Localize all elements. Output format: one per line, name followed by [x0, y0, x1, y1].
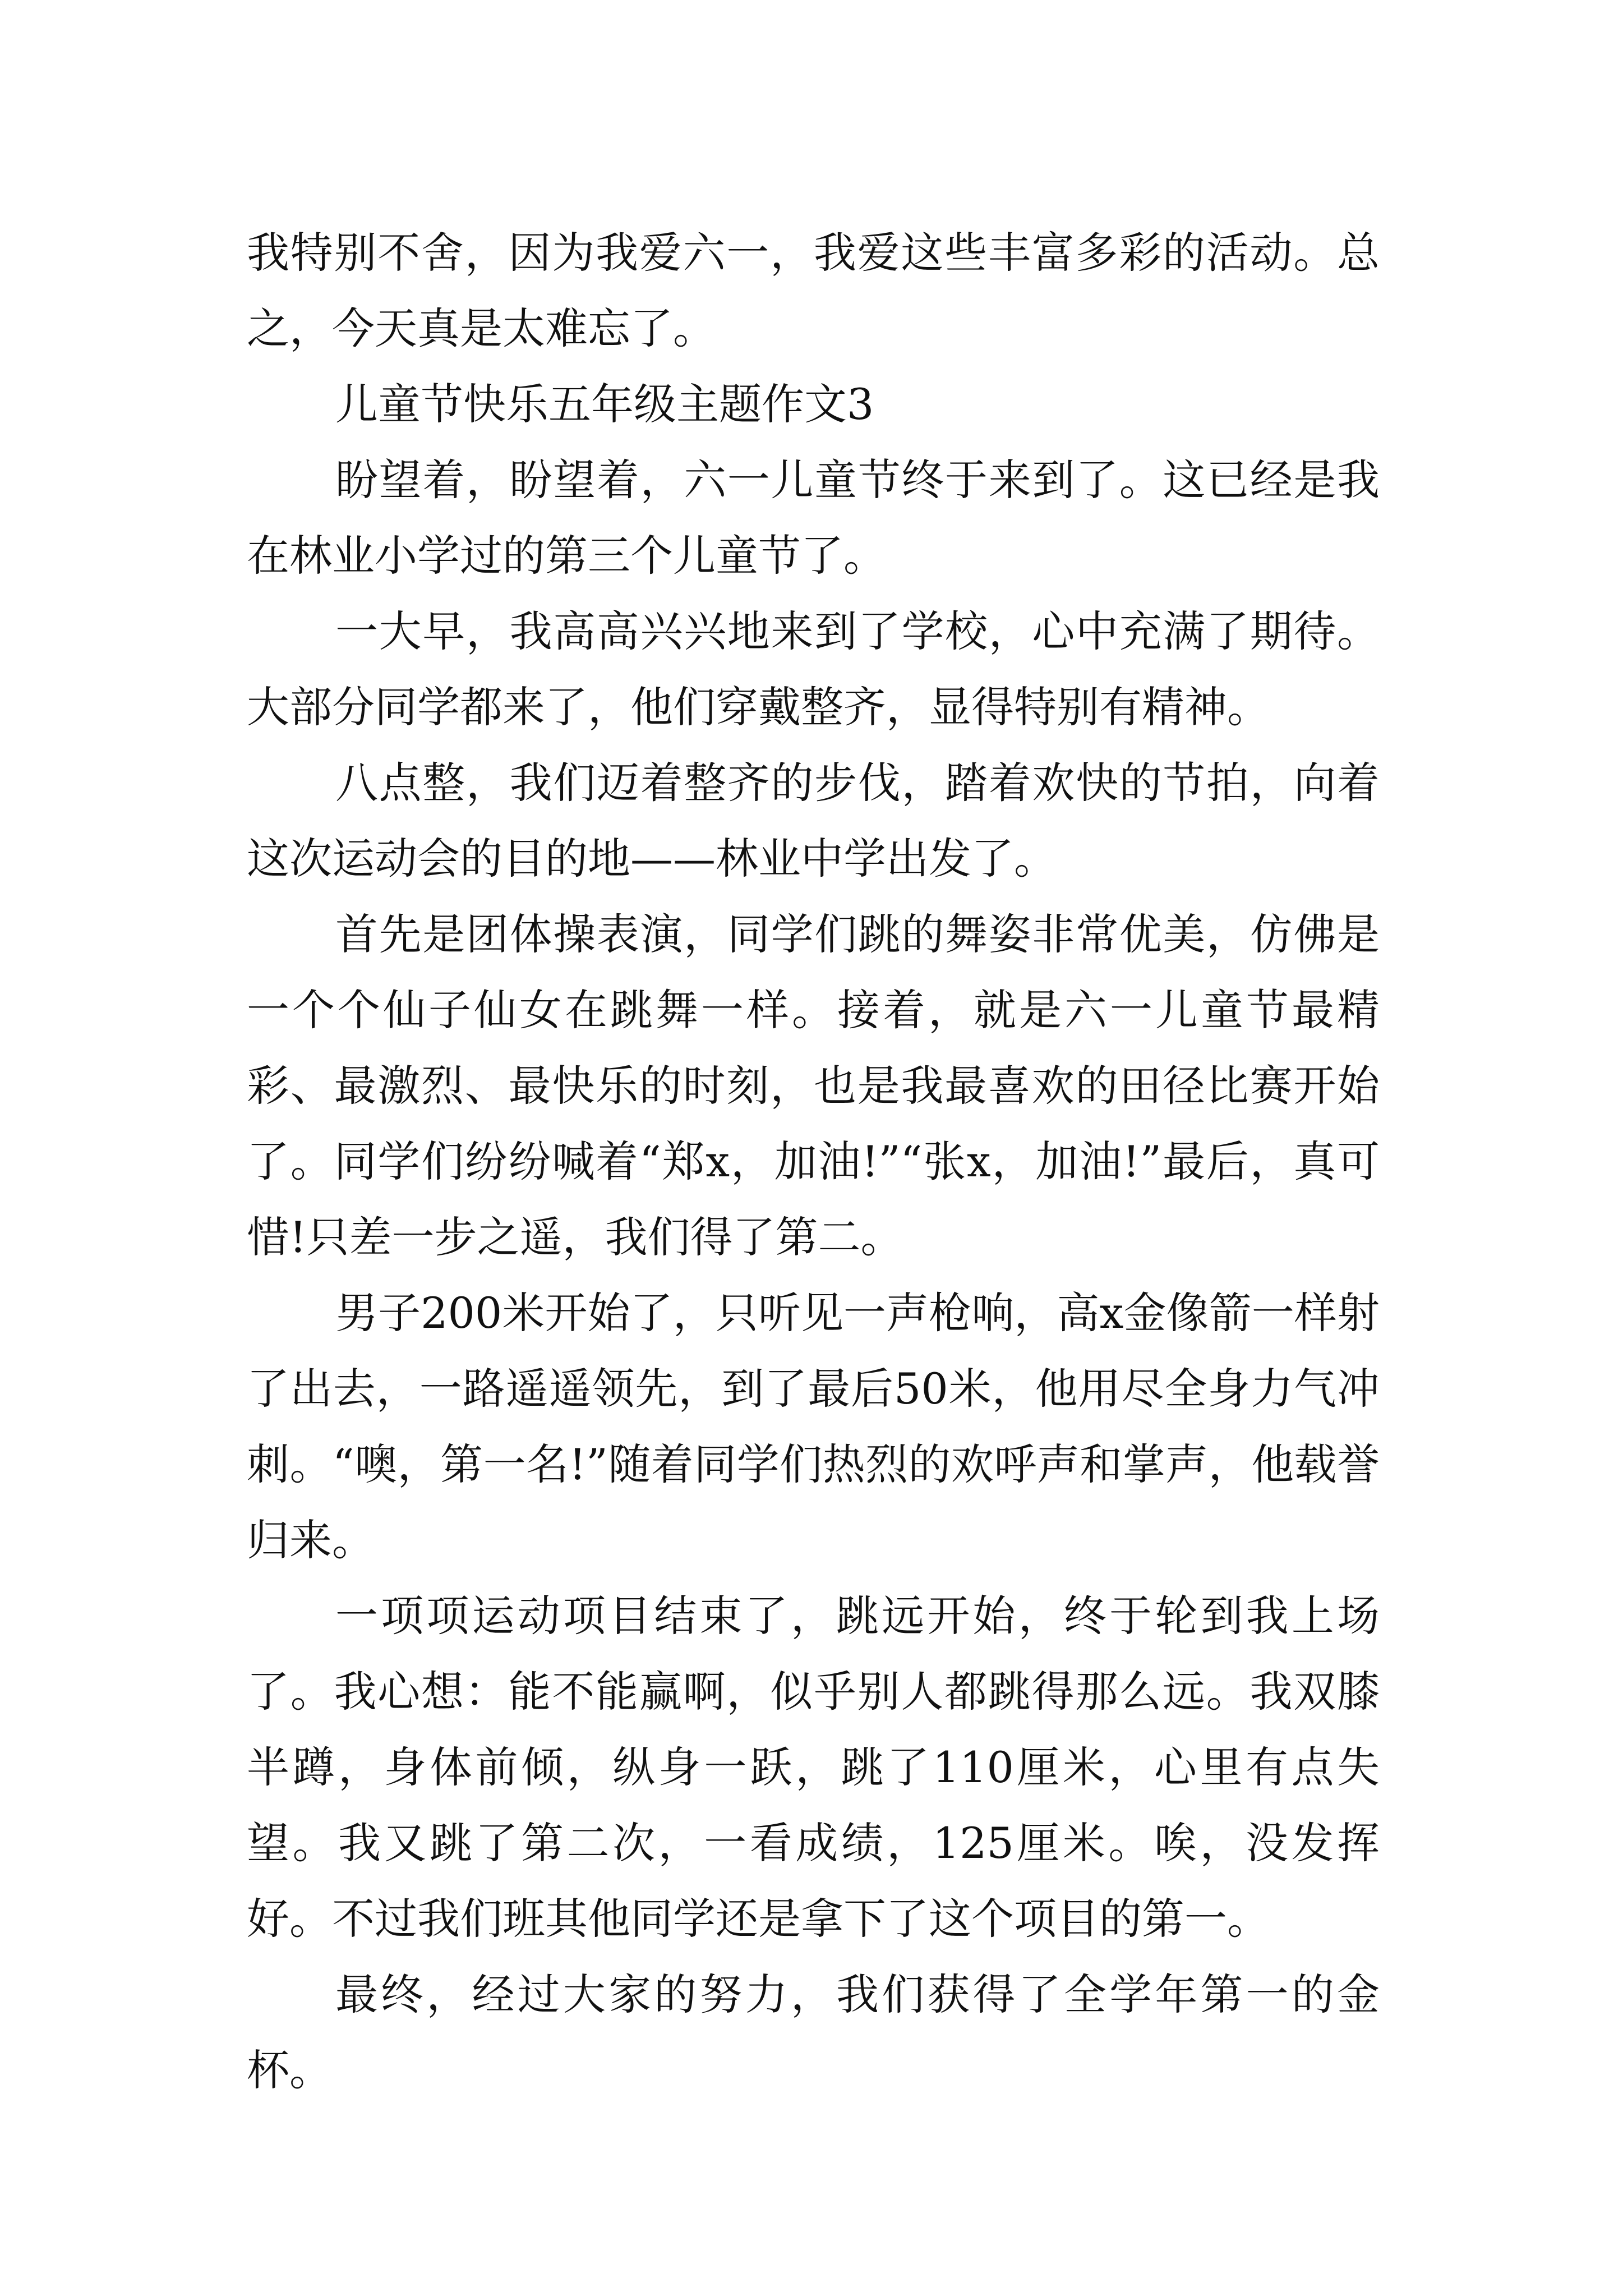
paragraph: 最终，经过大家的努力，我们获得了全学年第一的金杯。 — [247, 1970, 1380, 2095]
essay-title: 儿童节快乐五年级主题作文3 — [335, 379, 874, 429]
paragraph: 首先是团体操表演，同学们跳的舞姿非常优美，仿佛是一个个仙子仙女在跳舞一样。接着，就是六一儿童节最精彩、最激烈、最快乐的时刻，也是我最喜欢的田径比赛开始了。同学们纷纷喊着“郑x，加油!”“张x，加油!”最后，真可惜!只差一步之遥，我们得了第二。 — [247, 909, 1380, 1262]
paragraph: 一项项运动项目结束了，跳远开始，终于轮到我上场了。我心想：能不能赢啊，似乎别人都跳得那么远。我双膝半蹲，身体前倾，纵身一跃，跳了110厘米，心里有点失望。我又跳了第二次，一看成绩，125厘米。唉，没发挥好。不过我们班其他同学还是拿下了这个项目的第一。 — [247, 1591, 1380, 1944]
paragraph: 盼望着，盼望着，六一儿童节终于来到了。这已经是我在林业小学过的第三个儿童节了。 — [247, 455, 1380, 581]
paragraph: 一大早，我高高兴兴地来到了学校，心中充满了期待。大部分同学都来了，他们穿戴整齐，显得特别有精神。 — [247, 606, 1380, 732]
paragraph: 八点整，我们迈着整齐的步伐，踏着欢快的节拍，向着这次运动会的目的地——林业中学出发了。 — [247, 758, 1380, 884]
paragraph: 男子200米开始了，只听见一声枪响，高x金像箭一样射了出去，一路遥遥领先，到了最后50米，他用尽全身力气冲刺。“噢，第一名!”随着同学们热烈的欢呼声和掌声，他载誉归来。 — [247, 1288, 1380, 1565]
paragraph-continued: 我特别不舍，因为我爱六一，我爱这些丰富多彩的活动。总之，今天真是太难忘了。 — [247, 228, 1380, 353]
document-body — [247, 215, 1380, 2108]
